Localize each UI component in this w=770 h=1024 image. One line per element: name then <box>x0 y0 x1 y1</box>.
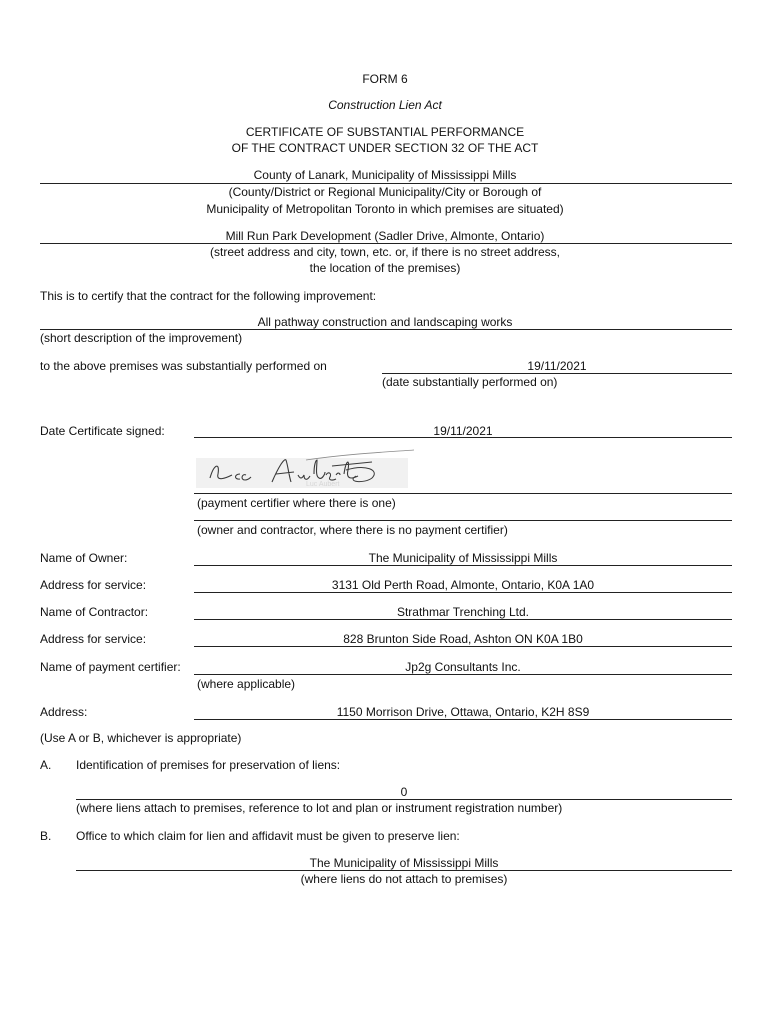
payment-certifier-caption: (payment certifier where there is one) <box>197 496 396 510</box>
performed-date: 19/11/2021 <box>527 359 587 373</box>
signature-text: Luc Aubert <box>306 481 340 488</box>
payment-certifier-underline <box>194 493 732 494</box>
premises-value: Mill Run Park Development (Sadler Drive, Almonte, Ontario) <box>225 229 545 243</box>
section-b-text: Office to which claim for lien and affidavit must be given to preserve lien: <box>76 829 460 843</box>
county-caption-2: Municipality of Metropolitan Toronto in which premises are situated) <box>206 202 564 216</box>
performed-caption: (date substantially performed on) <box>382 375 558 389</box>
certifier-address-underline <box>194 719 732 720</box>
premises-caption-2: the location of the premises) <box>309 261 461 275</box>
improvement-underline <box>40 329 732 330</box>
section-b-letter: B. <box>40 829 52 843</box>
form-number: FORM 6 <box>362 72 408 86</box>
contractor-underline <box>194 619 732 620</box>
signed-date: 19/11/2021 <box>433 424 493 438</box>
improvement-value: All pathway construction and landscaping works <box>257 315 513 329</box>
contractor-value: Strathmar Trenching Ltd. <box>396 605 530 619</box>
contractor-label: Name of Contractor: <box>40 605 149 619</box>
owner-address-value: 3131 Old Perth Road, Almonte, Ontario, K0A 1A0 <box>331 578 595 592</box>
certifier-address-value: 1150 Morrison Drive, Ottawa, Ontario, K2H 8S9 <box>336 705 590 719</box>
owner-address-label: Address for service: <box>40 578 147 592</box>
owner-address-underline <box>194 592 732 593</box>
section-b-caption: (where liens do not attach to premises) <box>300 872 508 886</box>
owner-underline <box>194 565 732 566</box>
section-a-caption: (where liens attach to premises, reference to lot and plan or instrument registration number) <box>76 801 563 815</box>
premises-underline <box>40 243 732 244</box>
title-line-1: CERTIFICATE OF SUBSTANTIAL PERFORMANCE <box>245 125 525 139</box>
county-underline <box>40 183 732 184</box>
section-a-underline <box>76 799 732 800</box>
section-b-underline <box>76 870 732 871</box>
signed-underline <box>194 437 732 438</box>
payment-certifier-label: Name of payment certifier: <box>40 660 181 674</box>
section-b-value: The Municipality of Mississippi Mills <box>309 856 499 870</box>
county-value: County of Lanark, Municipality of Mississippi Mills <box>253 168 517 182</box>
payment-certifier-value: Jp2g Consultants Inc. <box>405 660 521 674</box>
owner-contractor-caption: (owner and contractor, where there is no payment certifier) <box>197 523 508 537</box>
improvement-caption: (short description of the improvement) <box>40 331 243 345</box>
county-caption-1: (County/District or Regional Municipality/City or Borough of <box>228 185 542 199</box>
premises-caption-1: (street address and city, town, etc. or, if there is no street address, <box>210 245 560 259</box>
section-a-letter: A. <box>40 758 52 772</box>
owner-value: The Municipality of Mississippi Mills <box>368 551 558 565</box>
signature-image <box>196 448 422 492</box>
performed-underline <box>382 373 732 374</box>
use-a-or-b: (Use A or B, whichever is appropriate) <box>40 731 242 745</box>
owner-contractor-underline <box>194 520 732 521</box>
contractor-address-underline <box>194 646 732 647</box>
payment-certifier-note: (where applicable) <box>197 677 296 691</box>
act-name: Construction Lien Act <box>328 98 442 112</box>
section-a-value: 0 <box>400 785 408 799</box>
payment-certifier-name-underline <box>194 674 732 675</box>
section-a-text: Identification of premises for preservation of liens: <box>76 758 341 772</box>
certifier-address-label: Address: <box>40 705 88 719</box>
signed-label: Date Certificate signed: <box>40 424 165 438</box>
owner-label: Name of Owner: <box>40 551 128 565</box>
certify-text: This is to certify that the contract for the following improvement: <box>40 289 377 303</box>
performed-label: to the above premises was substantially performed on <box>40 359 327 373</box>
title-line-2: OF THE CONTRACT UNDER SECTION 32 OF THE ACT <box>231 141 539 155</box>
contractor-address-label: Address for service: <box>40 632 147 646</box>
contractor-address-value: 828 Brunton Side Road, Ashton ON K0A 1B0 <box>343 632 583 646</box>
